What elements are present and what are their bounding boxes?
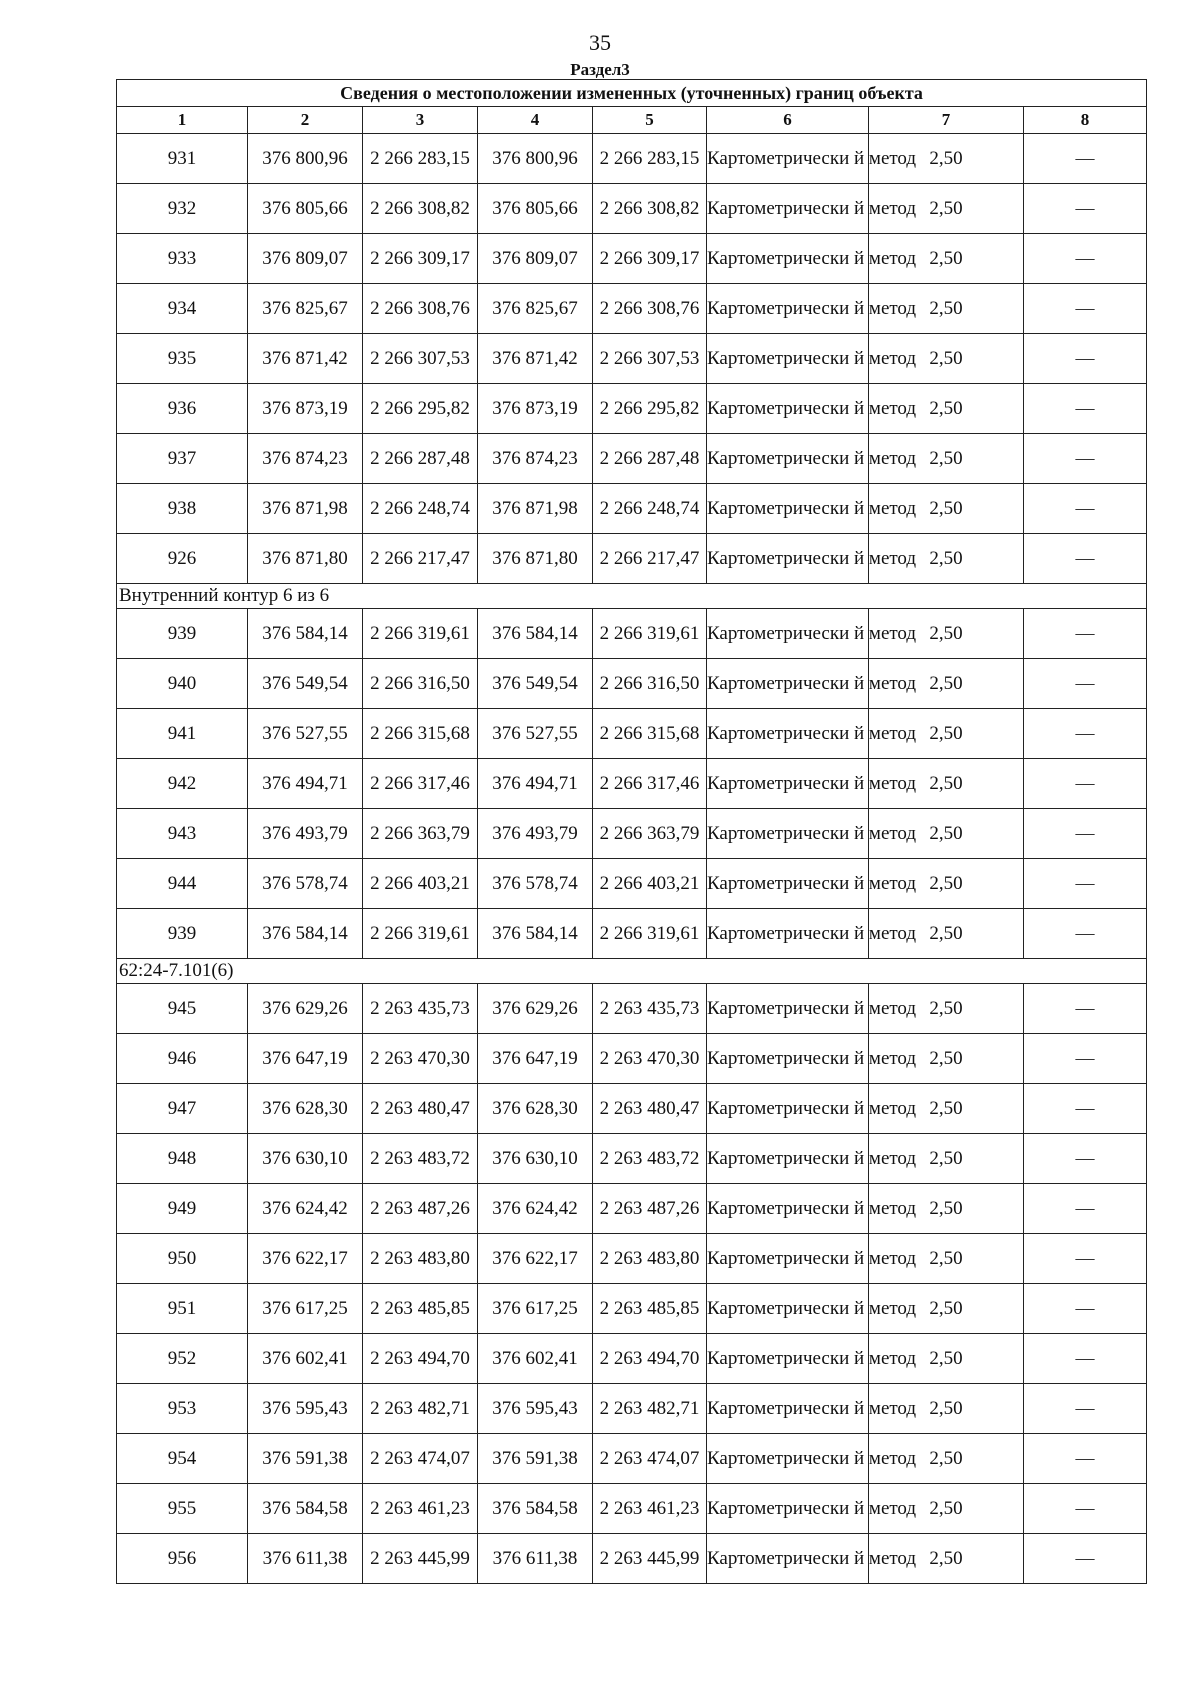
accuracy-cell: 2,50: [869, 1434, 1024, 1484]
table-row: [117, 384, 1147, 434]
y-old-cell: 2 263 435,73: [363, 984, 478, 1034]
y-new-cell: 2 266 287,48: [593, 434, 707, 484]
x-new-cell: 376 871,98: [478, 484, 593, 534]
table-row: [117, 909, 1147, 959]
accuracy-cell: 2,50: [869, 759, 1024, 809]
accuracy-cell: 2,50: [869, 1284, 1024, 1334]
method-cell: Картометрически й метод: [707, 1434, 869, 1484]
table-row: [117, 1284, 1147, 1334]
point-number-cell: 937: [117, 434, 248, 484]
x-new-cell: 376 584,14: [478, 909, 593, 959]
x-old-cell: 376 591,38: [248, 1434, 363, 1484]
x-old-cell: 376 630,10: [248, 1134, 363, 1184]
table-row: [117, 184, 1147, 234]
accuracy-cell: 2,50: [869, 859, 1024, 909]
y-old-cell: 2 266 295,82: [363, 384, 478, 434]
x-new-cell: 376 591,38: [478, 1434, 593, 1484]
x-old-cell: 376 874,23: [248, 434, 363, 484]
y-new-cell: 2 266 248,74: [593, 484, 707, 534]
y-old-cell: 2 263 474,07: [363, 1434, 478, 1484]
accuracy-cell: 2,50: [869, 659, 1024, 709]
group-label: 62:24-7.101(6): [117, 959, 1147, 984]
point-number-cell: 948: [117, 1134, 248, 1184]
y-old-cell: 2 263 483,72: [363, 1134, 478, 1184]
accuracy-cell: 2,50: [869, 334, 1024, 384]
table-row: [117, 334, 1147, 384]
y-new-cell: 2 266 309,17: [593, 234, 707, 284]
y-new-cell: 2 263 494,70: [593, 1334, 707, 1384]
y-new-cell: 2 263 485,85: [593, 1284, 707, 1334]
table-row: [117, 609, 1147, 659]
y-old-cell: 2 266 307,53: [363, 334, 478, 384]
accuracy-cell: 2,50: [869, 709, 1024, 759]
y-old-cell: 2 266 308,82: [363, 184, 478, 234]
table-row: [117, 859, 1147, 909]
y-new-cell: 2 263 482,71: [593, 1384, 707, 1434]
table-row: [117, 1434, 1147, 1484]
method-cell: Картометрически й метод: [707, 434, 869, 484]
accuracy-cell: 2,50: [869, 1134, 1024, 1184]
y-old-cell: 2 266 319,61: [363, 609, 478, 659]
note-cell: —: [1024, 1084, 1147, 1134]
method-cell: Картометрически й метод: [707, 484, 869, 534]
y-new-cell: 2 266 315,68: [593, 709, 707, 759]
y-old-cell: 2 263 487,26: [363, 1184, 478, 1234]
point-number-cell: 940: [117, 659, 248, 709]
accuracy-cell: 2,50: [869, 1234, 1024, 1284]
table-row: [117, 434, 1147, 484]
y-new-cell: 2 266 295,82: [593, 384, 707, 434]
point-number-cell: 936: [117, 384, 248, 434]
accuracy-cell: 2,50: [869, 284, 1024, 334]
y-new-cell: 2 263 483,72: [593, 1134, 707, 1184]
note-cell: —: [1024, 134, 1147, 184]
y-old-cell: 2 263 461,23: [363, 1484, 478, 1534]
note-cell: —: [1024, 1034, 1147, 1084]
x-old-cell: 376 825,67: [248, 284, 363, 334]
method-cell: Картометрически й метод: [707, 384, 869, 434]
y-new-cell: 2 266 307,53: [593, 334, 707, 384]
x-new-cell: 376 805,66: [478, 184, 593, 234]
method-cell: Картометрически й метод: [707, 859, 869, 909]
column-header-6: 6: [707, 107, 869, 134]
point-number-cell: 926: [117, 534, 248, 584]
method-cell: Картометрически й метод: [707, 1184, 869, 1234]
method-cell: Картометрически й метод: [707, 809, 869, 859]
x-new-cell: 376 493,79: [478, 809, 593, 859]
note-cell: —: [1024, 484, 1147, 534]
method-cell: Картометрически й метод: [707, 1084, 869, 1134]
note-cell: —: [1024, 709, 1147, 759]
section-title: Раздел3: [570, 60, 630, 79]
note-cell: —: [1024, 1484, 1147, 1534]
accuracy-cell: 2,50: [869, 1034, 1024, 1084]
accuracy-cell: 2,50: [869, 1534, 1024, 1584]
y-new-cell: 2 266 319,61: [593, 909, 707, 959]
x-old-cell: 376 617,25: [248, 1284, 363, 1334]
accuracy-cell: 2,50: [869, 434, 1024, 484]
y-old-cell: 2 266 248,74: [363, 484, 478, 534]
note-cell: —: [1024, 1334, 1147, 1384]
y-new-cell: 2 266 308,76: [593, 284, 707, 334]
x-old-cell: 376 629,26: [248, 984, 363, 1034]
note-cell: —: [1024, 1284, 1147, 1334]
y-old-cell: 2 263 445,99: [363, 1534, 478, 1584]
point-number-cell: 939: [117, 909, 248, 959]
note-cell: —: [1024, 284, 1147, 334]
point-number-cell: 945: [117, 984, 248, 1034]
table-row: [117, 1034, 1147, 1084]
x-new-cell: 376 622,17: [478, 1234, 593, 1284]
method-cell: Картометрически й метод: [707, 1384, 869, 1434]
y-old-cell: 2 266 403,21: [363, 859, 478, 909]
method-cell: Картометрически й метод: [707, 1034, 869, 1084]
y-new-cell: 2 266 363,79: [593, 809, 707, 859]
note-cell: —: [1024, 809, 1147, 859]
accuracy-cell: 2,50: [869, 1384, 1024, 1434]
table-row: [117, 1184, 1147, 1234]
note-cell: —: [1024, 234, 1147, 284]
point-number-cell: 954: [117, 1434, 248, 1484]
x-old-cell: 376 494,71: [248, 759, 363, 809]
note-cell: —: [1024, 909, 1147, 959]
x-old-cell: 376 871,42: [248, 334, 363, 384]
x-old-cell: 376 527,55: [248, 709, 363, 759]
y-old-cell: 2 266 315,68: [363, 709, 478, 759]
note-cell: —: [1024, 659, 1147, 709]
x-new-cell: 376 871,80: [478, 534, 593, 584]
note-cell: —: [1024, 609, 1147, 659]
y-new-cell: 2 263 483,80: [593, 1234, 707, 1284]
y-old-cell: 2 266 287,48: [363, 434, 478, 484]
accuracy-cell: 2,50: [869, 809, 1024, 859]
accuracy-cell: 2,50: [869, 984, 1024, 1034]
y-old-cell: 2 266 308,76: [363, 284, 478, 334]
accuracy-cell: 2,50: [869, 534, 1024, 584]
method-cell: Картометрически й метод: [707, 284, 869, 334]
table-row: [117, 234, 1147, 284]
x-new-cell: 376 617,25: [478, 1284, 593, 1334]
point-number-cell: 932: [117, 184, 248, 234]
note-cell: —: [1024, 1234, 1147, 1284]
table-body: [117, 134, 1147, 1584]
x-new-cell: 376 578,74: [478, 859, 593, 909]
x-old-cell: 376 800,96: [248, 134, 363, 184]
point-number-cell: 946: [117, 1034, 248, 1084]
point-number-cell: 941: [117, 709, 248, 759]
table-row: [117, 534, 1147, 584]
column-header-7: 7: [869, 107, 1024, 134]
method-cell: Картометрически й метод: [707, 759, 869, 809]
y-new-cell: 2 266 308,82: [593, 184, 707, 234]
y-new-cell: 2 263 445,99: [593, 1534, 707, 1584]
y-old-cell: 2 263 483,80: [363, 1234, 478, 1284]
table-row: [117, 709, 1147, 759]
note-cell: —: [1024, 1184, 1147, 1234]
method-cell: Картометрически й метод: [707, 234, 869, 284]
accuracy-cell: 2,50: [869, 484, 1024, 534]
method-cell: Картометрически й метод: [707, 184, 869, 234]
method-cell: Картометрически й метод: [707, 909, 869, 959]
column-header-row: [117, 107, 1147, 134]
y-old-cell: 2 263 482,71: [363, 1384, 478, 1434]
y-new-cell: 2 263 480,47: [593, 1084, 707, 1134]
y-new-cell: 2 266 316,50: [593, 659, 707, 709]
x-new-cell: 376 494,71: [478, 759, 593, 809]
x-new-cell: 376 549,54: [478, 659, 593, 709]
x-new-cell: 376 809,07: [478, 234, 593, 284]
accuracy-cell: 2,50: [869, 1084, 1024, 1134]
x-new-cell: 376 873,19: [478, 384, 593, 434]
x-new-cell: 376 595,43: [478, 1384, 593, 1434]
x-new-cell: 376 628,30: [478, 1084, 593, 1134]
point-number-cell: 953: [117, 1384, 248, 1434]
y-new-cell: 2 263 470,30: [593, 1034, 707, 1084]
point-number-cell: 944: [117, 859, 248, 909]
x-old-cell: 376 647,19: [248, 1034, 363, 1084]
accuracy-cell: 2,50: [869, 184, 1024, 234]
point-number-cell: 938: [117, 484, 248, 534]
x-new-cell: 376 874,23: [478, 434, 593, 484]
method-cell: Картометрически й метод: [707, 334, 869, 384]
table-row: [117, 484, 1147, 534]
column-header-1: 1: [117, 107, 248, 134]
coordinates-table: [116, 79, 1147, 1584]
note-cell: —: [1024, 859, 1147, 909]
x-old-cell: 376 584,58: [248, 1484, 363, 1534]
note-cell: —: [1024, 534, 1147, 584]
method-cell: Картометрически й метод: [707, 134, 869, 184]
x-old-cell: 376 584,14: [248, 609, 363, 659]
method-cell: Картометрически й метод: [707, 534, 869, 584]
table-row: [117, 809, 1147, 859]
point-number-cell: 934: [117, 284, 248, 334]
point-number-cell: 933: [117, 234, 248, 284]
note-cell: —: [1024, 1384, 1147, 1434]
y-old-cell: 2 266 316,50: [363, 659, 478, 709]
method-cell: Картометрически й метод: [707, 984, 869, 1034]
note-cell: —: [1024, 334, 1147, 384]
column-header-3: 3: [363, 107, 478, 134]
x-new-cell: 376 800,96: [478, 134, 593, 184]
column-header-2: 2: [248, 107, 363, 134]
accuracy-cell: 2,50: [869, 134, 1024, 184]
x-old-cell: 376 602,41: [248, 1334, 363, 1384]
table-row: [117, 1534, 1147, 1584]
column-header-8: 8: [1024, 107, 1147, 134]
point-number-cell: 952: [117, 1334, 248, 1384]
note-cell: —: [1024, 984, 1147, 1034]
method-cell: Картометрически й метод: [707, 659, 869, 709]
x-new-cell: 376 624,42: [478, 1184, 593, 1234]
method-cell: Картометрически й метод: [707, 709, 869, 759]
x-new-cell: 376 602,41: [478, 1334, 593, 1384]
table-title: Сведения о местоположении измененных (уточненных) границ объекта: [117, 80, 1147, 107]
x-old-cell: 376 805,66: [248, 184, 363, 234]
accuracy-cell: 2,50: [869, 1334, 1024, 1384]
point-number-cell: 931: [117, 134, 248, 184]
x-old-cell: 376 549,54: [248, 659, 363, 709]
point-number-cell: 956: [117, 1534, 248, 1584]
table-row: [117, 1134, 1147, 1184]
x-new-cell: 376 630,10: [478, 1134, 593, 1184]
note-cell: —: [1024, 434, 1147, 484]
x-old-cell: 376 628,30: [248, 1084, 363, 1134]
x-old-cell: 376 809,07: [248, 234, 363, 284]
accuracy-cell: 2,50: [869, 909, 1024, 959]
table-row: [117, 759, 1147, 809]
y-new-cell: 2 266 319,61: [593, 609, 707, 659]
point-number-cell: 947: [117, 1084, 248, 1134]
y-old-cell: 2 263 480,47: [363, 1084, 478, 1134]
x-new-cell: 376 629,26: [478, 984, 593, 1034]
method-cell: Картометрически й метод: [707, 1534, 869, 1584]
method-cell: Картометрически й метод: [707, 1234, 869, 1284]
table-row: [117, 1384, 1147, 1434]
accuracy-cell: 2,50: [869, 384, 1024, 434]
x-old-cell: 376 578,74: [248, 859, 363, 909]
table-row: [117, 1484, 1147, 1534]
note-cell: —: [1024, 184, 1147, 234]
y-new-cell: 2 266 283,15: [593, 134, 707, 184]
y-old-cell: 2 266 217,47: [363, 534, 478, 584]
x-old-cell: 376 584,14: [248, 909, 363, 959]
point-number-cell: 939: [117, 609, 248, 659]
y-new-cell: 2 263 461,23: [593, 1484, 707, 1534]
point-number-cell: 951: [117, 1284, 248, 1334]
point-number-cell: 943: [117, 809, 248, 859]
x-new-cell: 376 584,58: [478, 1484, 593, 1534]
note-cell: —: [1024, 1434, 1147, 1484]
x-old-cell: 376 493,79: [248, 809, 363, 859]
x-old-cell: 376 873,19: [248, 384, 363, 434]
y-old-cell: 2 266 319,61: [363, 909, 478, 959]
x-old-cell: 376 611,38: [248, 1534, 363, 1584]
point-number-cell: 949: [117, 1184, 248, 1234]
y-old-cell: 2 263 494,70: [363, 1334, 478, 1384]
y-new-cell: 2 266 317,46: [593, 759, 707, 809]
y-old-cell: 2 266 363,79: [363, 809, 478, 859]
table-row: [117, 659, 1147, 709]
method-cell: Картометрически й метод: [707, 1484, 869, 1534]
method-cell: Картометрически й метод: [707, 1334, 869, 1384]
accuracy-cell: 2,50: [869, 1484, 1024, 1534]
x-old-cell: 376 871,98: [248, 484, 363, 534]
x-old-cell: 376 595,43: [248, 1384, 363, 1434]
y-old-cell: 2 266 283,15: [363, 134, 478, 184]
note-cell: —: [1024, 759, 1147, 809]
x-old-cell: 376 622,17: [248, 1234, 363, 1284]
table-row: [117, 134, 1147, 184]
method-cell: Картометрически й метод: [707, 1134, 869, 1184]
point-number-cell: 935: [117, 334, 248, 384]
method-cell: Картометрически й метод: [707, 1284, 869, 1334]
y-old-cell: 2 263 470,30: [363, 1034, 478, 1084]
column-header-4: 4: [478, 107, 593, 134]
x-new-cell: 376 527,55: [478, 709, 593, 759]
note-cell: —: [1024, 1534, 1147, 1584]
y-old-cell: 2 266 317,46: [363, 759, 478, 809]
table-row: [117, 984, 1147, 1034]
x-new-cell: 376 825,67: [478, 284, 593, 334]
point-number-cell: 955: [117, 1484, 248, 1534]
x-old-cell: 376 871,80: [248, 534, 363, 584]
y-old-cell: 2 263 485,85: [363, 1284, 478, 1334]
table-row: [117, 1334, 1147, 1384]
point-number-cell: 942: [117, 759, 248, 809]
point-number-cell: 950: [117, 1234, 248, 1284]
note-cell: —: [1024, 1134, 1147, 1184]
x-new-cell: 376 647,19: [478, 1034, 593, 1084]
accuracy-cell: 2,50: [869, 1184, 1024, 1234]
group-label: Внутренний контур 6 из 6: [117, 584, 1147, 609]
note-cell: —: [1024, 384, 1147, 434]
x-new-cell: 376 584,14: [478, 609, 593, 659]
accuracy-cell: 2,50: [869, 234, 1024, 284]
y-new-cell: 2 263 435,73: [593, 984, 707, 1034]
y-old-cell: 2 266 309,17: [363, 234, 478, 284]
accuracy-cell: 2,50: [869, 609, 1024, 659]
table-row: [117, 284, 1147, 334]
y-new-cell: 2 266 403,21: [593, 859, 707, 909]
table-row: [117, 1234, 1147, 1284]
y-new-cell: 2 266 217,47: [593, 534, 707, 584]
x-old-cell: 376 624,42: [248, 1184, 363, 1234]
page-number: 35: [589, 30, 611, 55]
y-new-cell: 2 263 474,07: [593, 1434, 707, 1484]
table-row: [117, 1084, 1147, 1134]
x-new-cell: 376 871,42: [478, 334, 593, 384]
method-cell: Картометрически й метод: [707, 609, 869, 659]
group-row: [117, 959, 1147, 984]
x-new-cell: 376 611,38: [478, 1534, 593, 1584]
y-new-cell: 2 263 487,26: [593, 1184, 707, 1234]
group-row: [117, 584, 1147, 609]
column-header-5: 5: [593, 107, 707, 134]
